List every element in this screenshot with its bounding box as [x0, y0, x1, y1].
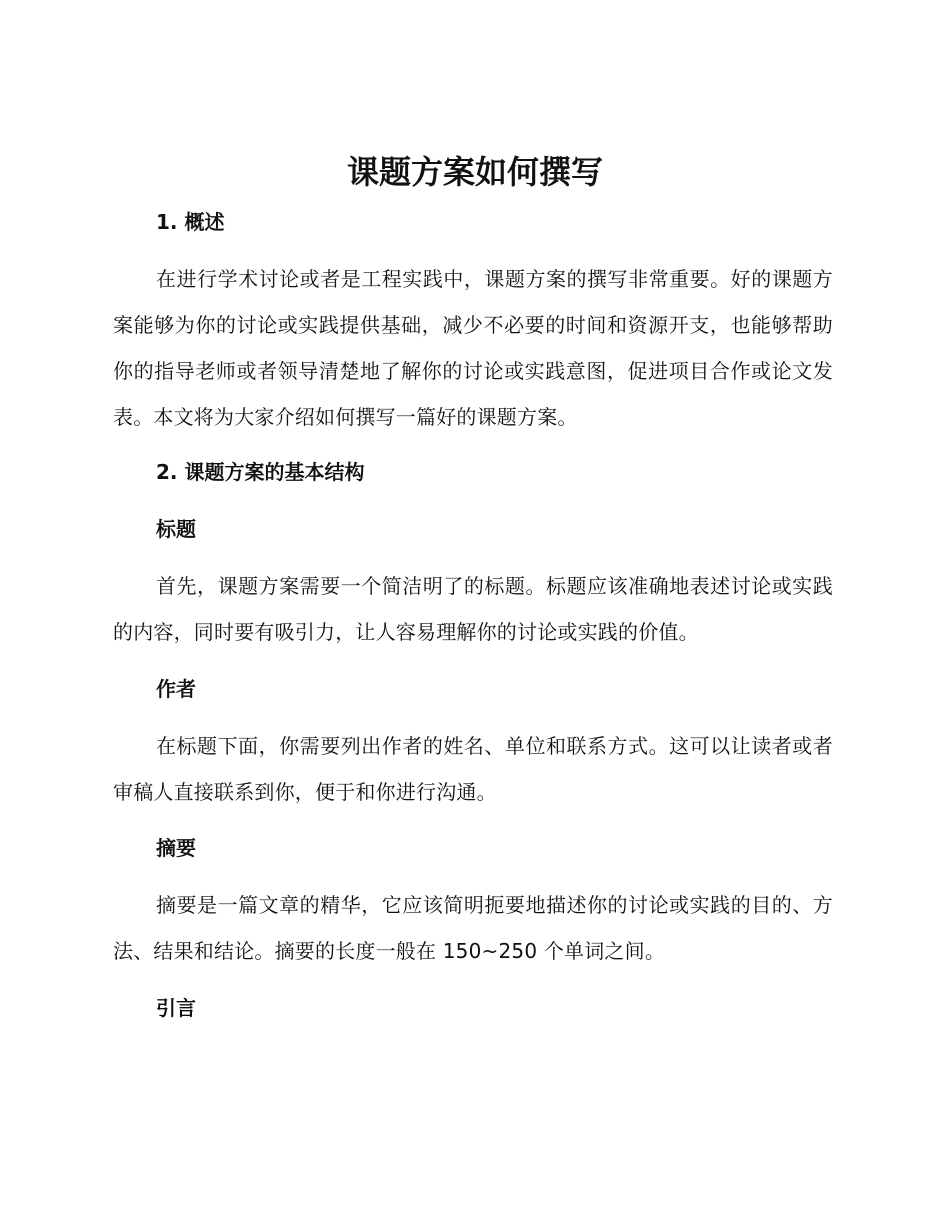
section-heading-structure: 2. 课题方案的基本结构 — [156, 460, 365, 484]
paragraph-title: 首先，课题方案需要一个简洁明了的标题。标题应该准确地表述讨论或实践的内容，同时要有吸引力，让人容易理解你的讨论或实践的价值。 — [113, 574, 833, 644]
document-title: 课题方案如何撰写 — [346, 153, 603, 191]
paragraph-overview: 在进行学术讨论或者是工程实践中，课题方案的撰写非常重要。好的课题方案能够为你的讨论或实践提供基础，减少不必要的时间和资源开支，也能够帮助你的指导老师或者领导清楚地了解你的讨论或实践意图，促进项目合作或论文发表。本文将为大家介绍如何撰写一篇好的课题方案。 — [113, 267, 833, 429]
section-heading-overview: 1. 概述 — [156, 210, 225, 234]
subheading-author: 作者 — [156, 677, 196, 701]
paragraph-abstract: 摘要是一篇文章的精华，它应该简明扼要地描述你的讨论或实践的目的、方法、结果和结论。摘要的长度一般在 150~250 个单词之间。 — [113, 893, 833, 963]
subheading-title: 标题 — [156, 517, 196, 541]
paragraph-author: 在标题下面，你需要列出作者的姓名、单位和联系方式。这可以让读者或者审稿人直接联系到你，便于和你进行沟通。 — [113, 734, 833, 804]
subheading-introduction: 引言 — [156, 996, 196, 1020]
subheading-abstract: 摘要 — [156, 836, 196, 860]
